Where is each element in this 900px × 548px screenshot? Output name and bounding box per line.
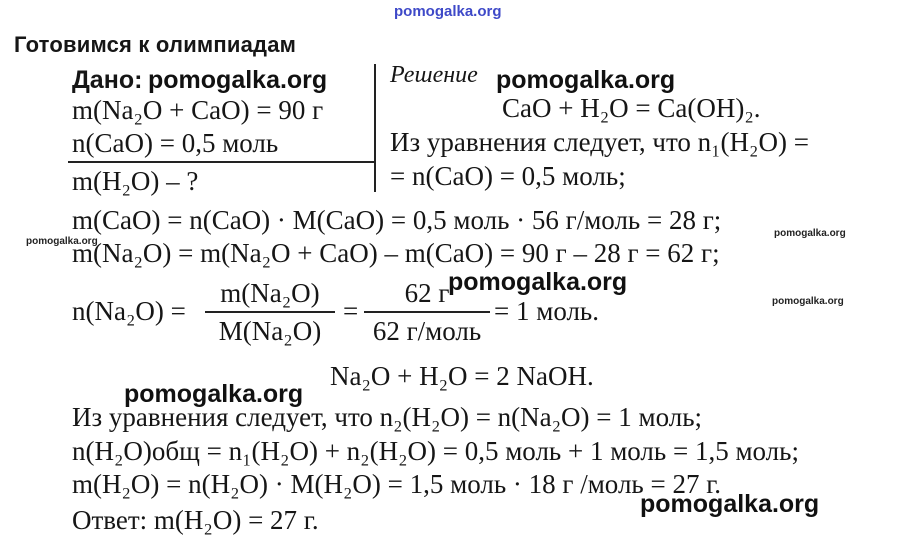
watermark-big: pomogalka.org	[640, 490, 820, 518]
watermark-small: pomogalka.org	[772, 296, 844, 307]
solution-line: Из уравнения следует, что n₁(H₂O) =	[390, 127, 809, 157]
given-line: n(CaO) = 0,5 моль	[72, 128, 279, 158]
fraction-denominator: M(Na₂O)	[218, 316, 322, 346]
watermark-big: pomogalka.org	[124, 380, 304, 408]
given-separator	[374, 64, 376, 192]
fraction-numerator: m(Na₂O)	[220, 278, 320, 308]
watermark-big: pomogalka.org	[448, 268, 628, 296]
watermark-small: pomogalka.org	[26, 236, 98, 247]
given-label: Дано:	[72, 66, 143, 94]
section-title: Готовимся к олимпиадам	[14, 32, 297, 57]
fraction-denominator: 62 г/моль	[372, 316, 482, 346]
watermark-big: pomogalka.org	[496, 66, 676, 94]
watermark-top: pomogalka.org	[394, 3, 502, 20]
watermark-small: pomogalka.org	[774, 228, 846, 239]
solution-line: m(CaO) = n(CaO) · M(CaO) = 0,5 моль · 56 г/моль = 28 г;	[72, 205, 722, 235]
fraction-numerator: 62 г	[404, 278, 450, 308]
equation: Na₂O + H₂O = 2 NaOH.	[330, 361, 594, 391]
solution-line: m(H₂O) = n(H₂O) · M(H₂O) = 1,5 моль · 18 г /моль = 27 г.	[72, 469, 721, 499]
fraction-lhs: n(Na₂O) =	[72, 296, 186, 326]
find-line: m(H₂O) – ?	[72, 166, 199, 196]
equals-sign: =	[343, 296, 359, 326]
solution-line: n(H₂O)общ = n₁(H₂O) + n₂(H₂O) = 0,5 моль + 1 моль = 1,5 моль;	[72, 436, 799, 466]
solution-line: Из уравнения следует, что n₂(H₂O) = n(Na₂O) = 1 моль;	[72, 402, 703, 432]
equation: CaO + H₂O = Ca(OH)₂.	[502, 93, 761, 123]
solution-label: Решение	[390, 62, 478, 88]
given-line: m(Na₂O + CaO) = 90 г	[72, 95, 324, 125]
solution-line: = n(CaO) = 0,5 моль;	[390, 161, 626, 191]
answer-line: Ответ: m(H₂O) = 27 г.	[72, 505, 319, 535]
solution-line: m(Na₂O) = m(Na₂O + CaO) – m(CaO) = 90 г – 28 г = 62 г;	[72, 238, 720, 268]
fraction-result: = 1 моль.	[494, 296, 599, 326]
fraction-bar	[364, 311, 490, 313]
watermark-big: pomogalka.org	[148, 66, 328, 94]
given-divider	[68, 161, 374, 163]
fraction-bar	[205, 311, 335, 313]
